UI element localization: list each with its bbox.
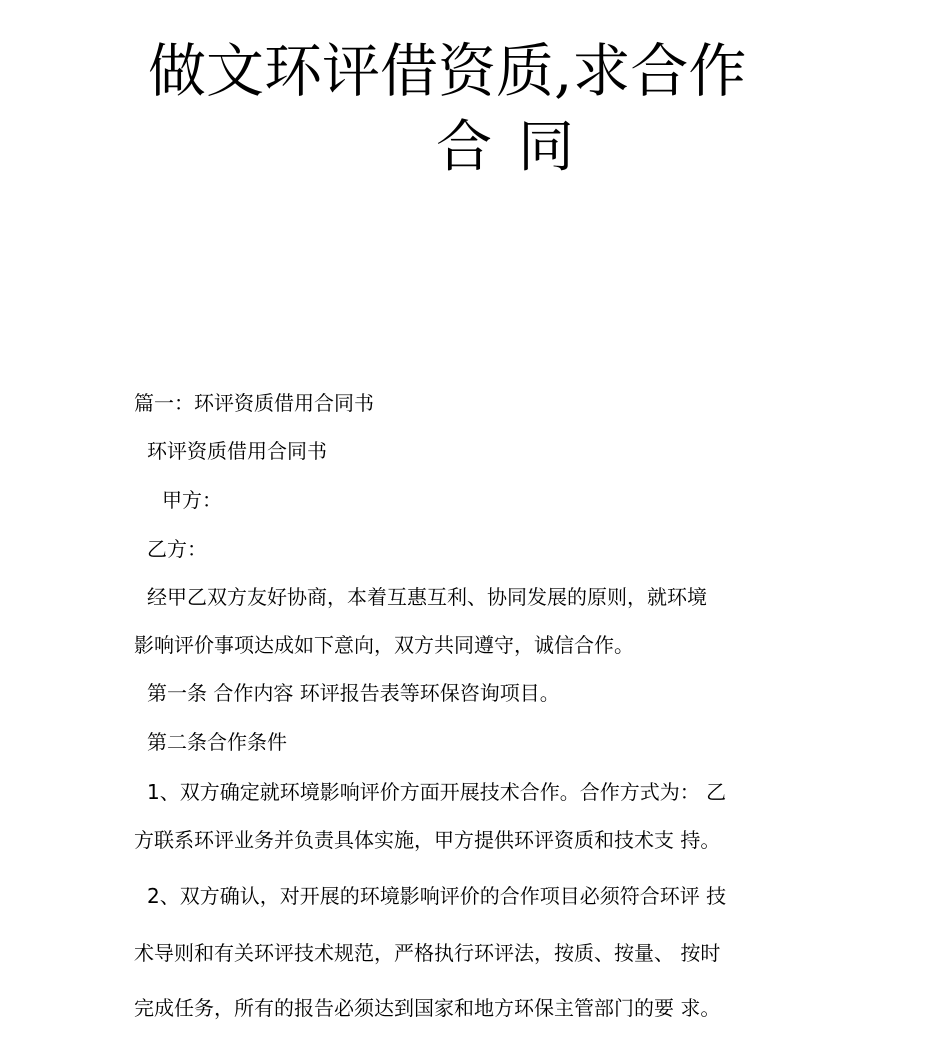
clause-1-line: 方联系环评业务并负责具体实施，甲方提供环评资质和技术支 持。 <box>134 828 721 852</box>
document-title: 做文环评借资质,求合作 <box>148 37 747 105</box>
clause-1-line: 1、双方确定就环境影响评价方面开展技术合作。合作方式为： 乙 <box>147 780 727 804</box>
intro-paragraph-line: 影响评价事项达成如下意向，双方共同遵守，诚信合作。 <box>134 633 634 657</box>
section-heading: 篇一：环评资质借用合同书 <box>134 391 374 415</box>
party-b-label: 乙方： <box>147 537 207 561</box>
intro-paragraph-line: 经甲乙双方友好协商，本着互惠互利、协同发展的原则，就环境 <box>147 585 707 609</box>
clause-2-line: 2、双方确认，对开展的环境影响评价的合作项目必须符合环评 技 <box>147 884 727 908</box>
clause-2-line: 完成任务，所有的报告必须达到国家和地方环保主管部门的要 求。 <box>134 996 721 1020</box>
article-2: 第二条合作条件 <box>147 730 287 754</box>
contract-subtitle: 环评资质借用合同书 <box>147 439 327 463</box>
document-title-contract: 合同 <box>436 115 600 180</box>
article-1: 第一条 合作内容 环评报告表等环保咨询项目。 <box>147 681 560 705</box>
clause-2-line: 术导则和有关环评技术规范，严格执行环评法，按质、按量、 按时 <box>134 941 721 965</box>
party-a-label: 甲方： <box>162 488 222 512</box>
